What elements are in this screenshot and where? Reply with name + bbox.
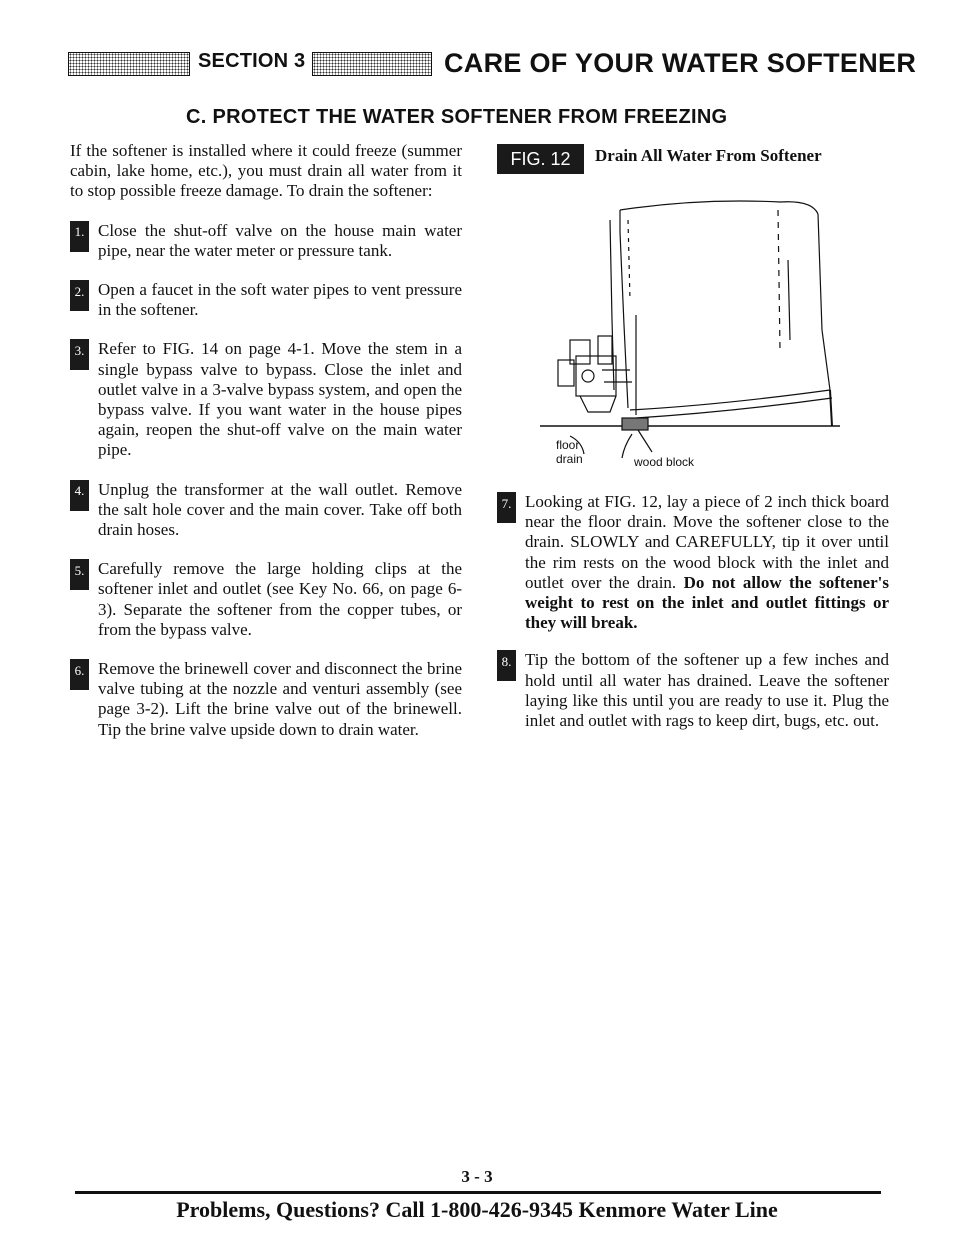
step-2 (70, 280, 462, 320)
header-pattern-bar-left (68, 52, 190, 76)
section-subheading: C. PROTECT THE WATER SOFTENER FROM FREEZING (186, 106, 728, 128)
step-8 (497, 650, 889, 731)
step-number-badge: 4. (70, 480, 89, 511)
step-number-badge: 2. (70, 280, 89, 311)
step-warning-bold: Do not allow the softener's weight to rest on the inlet and outlet fittings or they will break. (525, 572, 889, 633)
step-number-badge: 1. (70, 221, 89, 252)
step-text: Unplug the transformer at the wall outlet. Remove the salt hole cover and the main cover. Take off both drain hoses. (98, 479, 462, 540)
label-wood-block: wood block (634, 455, 695, 469)
step-text: Remove the brinewell cover and disconnect the brine valve tubing at the nozzle and venturi assembly (see page 3-2). Lift the brine valve out of the brinewell. Tip the brine valve upside down to drain water. (98, 659, 462, 739)
step-text: Looking at FIG. 12, lay a piece of 2 inch thick board near the floor drain. Move the softener close to the drain. SLOWLY and CAREFULLY, tip it over until the rim rests on the wood block with the inlet and outlet over the drain. (525, 492, 889, 592)
step-text: Refer to FIG. 14 on page 4-1. Move the stem in a single bypass valve to bypass. Close the inlet and outlet valve in a 3-valve bypass system, and open the bypass valve. If you want water in the house pipes again, reopen the shut-off valve on the main water pipe. (98, 339, 462, 460)
figure-badge: FIG. 12 (497, 144, 584, 174)
page-number: 3 - 3 (461, 1167, 493, 1186)
label-drain: drain (556, 452, 583, 466)
step-text: Open a faucet in the soft water pipes to vent pressure in the softener. (98, 280, 462, 320)
step-text: Tip the bottom of the softener up a few inches and hold until all water has drained. Leave the softener laying like this until you are ready to use it. Plug the inlet and outlet with rags to keep dirt, bugs, etc. out. (525, 650, 889, 731)
footer-helpline: Problems, Questions? Call 1-800-426-9345 Kenmore Water Line (176, 1197, 778, 1222)
step-number-badge: 8. (497, 650, 516, 681)
step-5 (70, 559, 462, 640)
step-3 (70, 339, 462, 460)
intro-paragraph: If the softener is installed where it could freeze (summer cabin, lake home, etc.), you must drain all water from it to stop possible freeze damage. To drain the softener: (70, 141, 462, 201)
step-text: Carefully remove the large holding clips at the softener inlet and outlet (see Key No. 66, on page 6-3). Separate the softener from the copper tubes, or from the bypass valve. (98, 559, 462, 639)
step-number-badge: 6. (70, 659, 89, 690)
step-number-badge: 7. (497, 492, 516, 523)
header-pattern-bar-right (312, 52, 432, 76)
page-title: CARE OF YOUR WATER SOFTENER (444, 48, 917, 78)
step-4 (70, 480, 462, 541)
right-column (497, 492, 889, 731)
figure-caption: Drain All Water From Softener (595, 146, 822, 165)
section-label: SECTION 3 (198, 50, 306, 72)
step-text: Close the shut-off valve on the house main water pipe, near the water meter or pressure tank. (98, 220, 462, 260)
label-floor: floor (556, 438, 580, 452)
footer-rule (75, 1191, 881, 1194)
step-6 (70, 659, 462, 740)
step-number-badge: 3. (70, 339, 89, 370)
left-column (70, 141, 462, 740)
step-7 (497, 492, 889, 633)
step-number-badge: 5. (70, 559, 89, 590)
softener-drain-illustration (540, 190, 860, 475)
step-1 (70, 221, 462, 261)
